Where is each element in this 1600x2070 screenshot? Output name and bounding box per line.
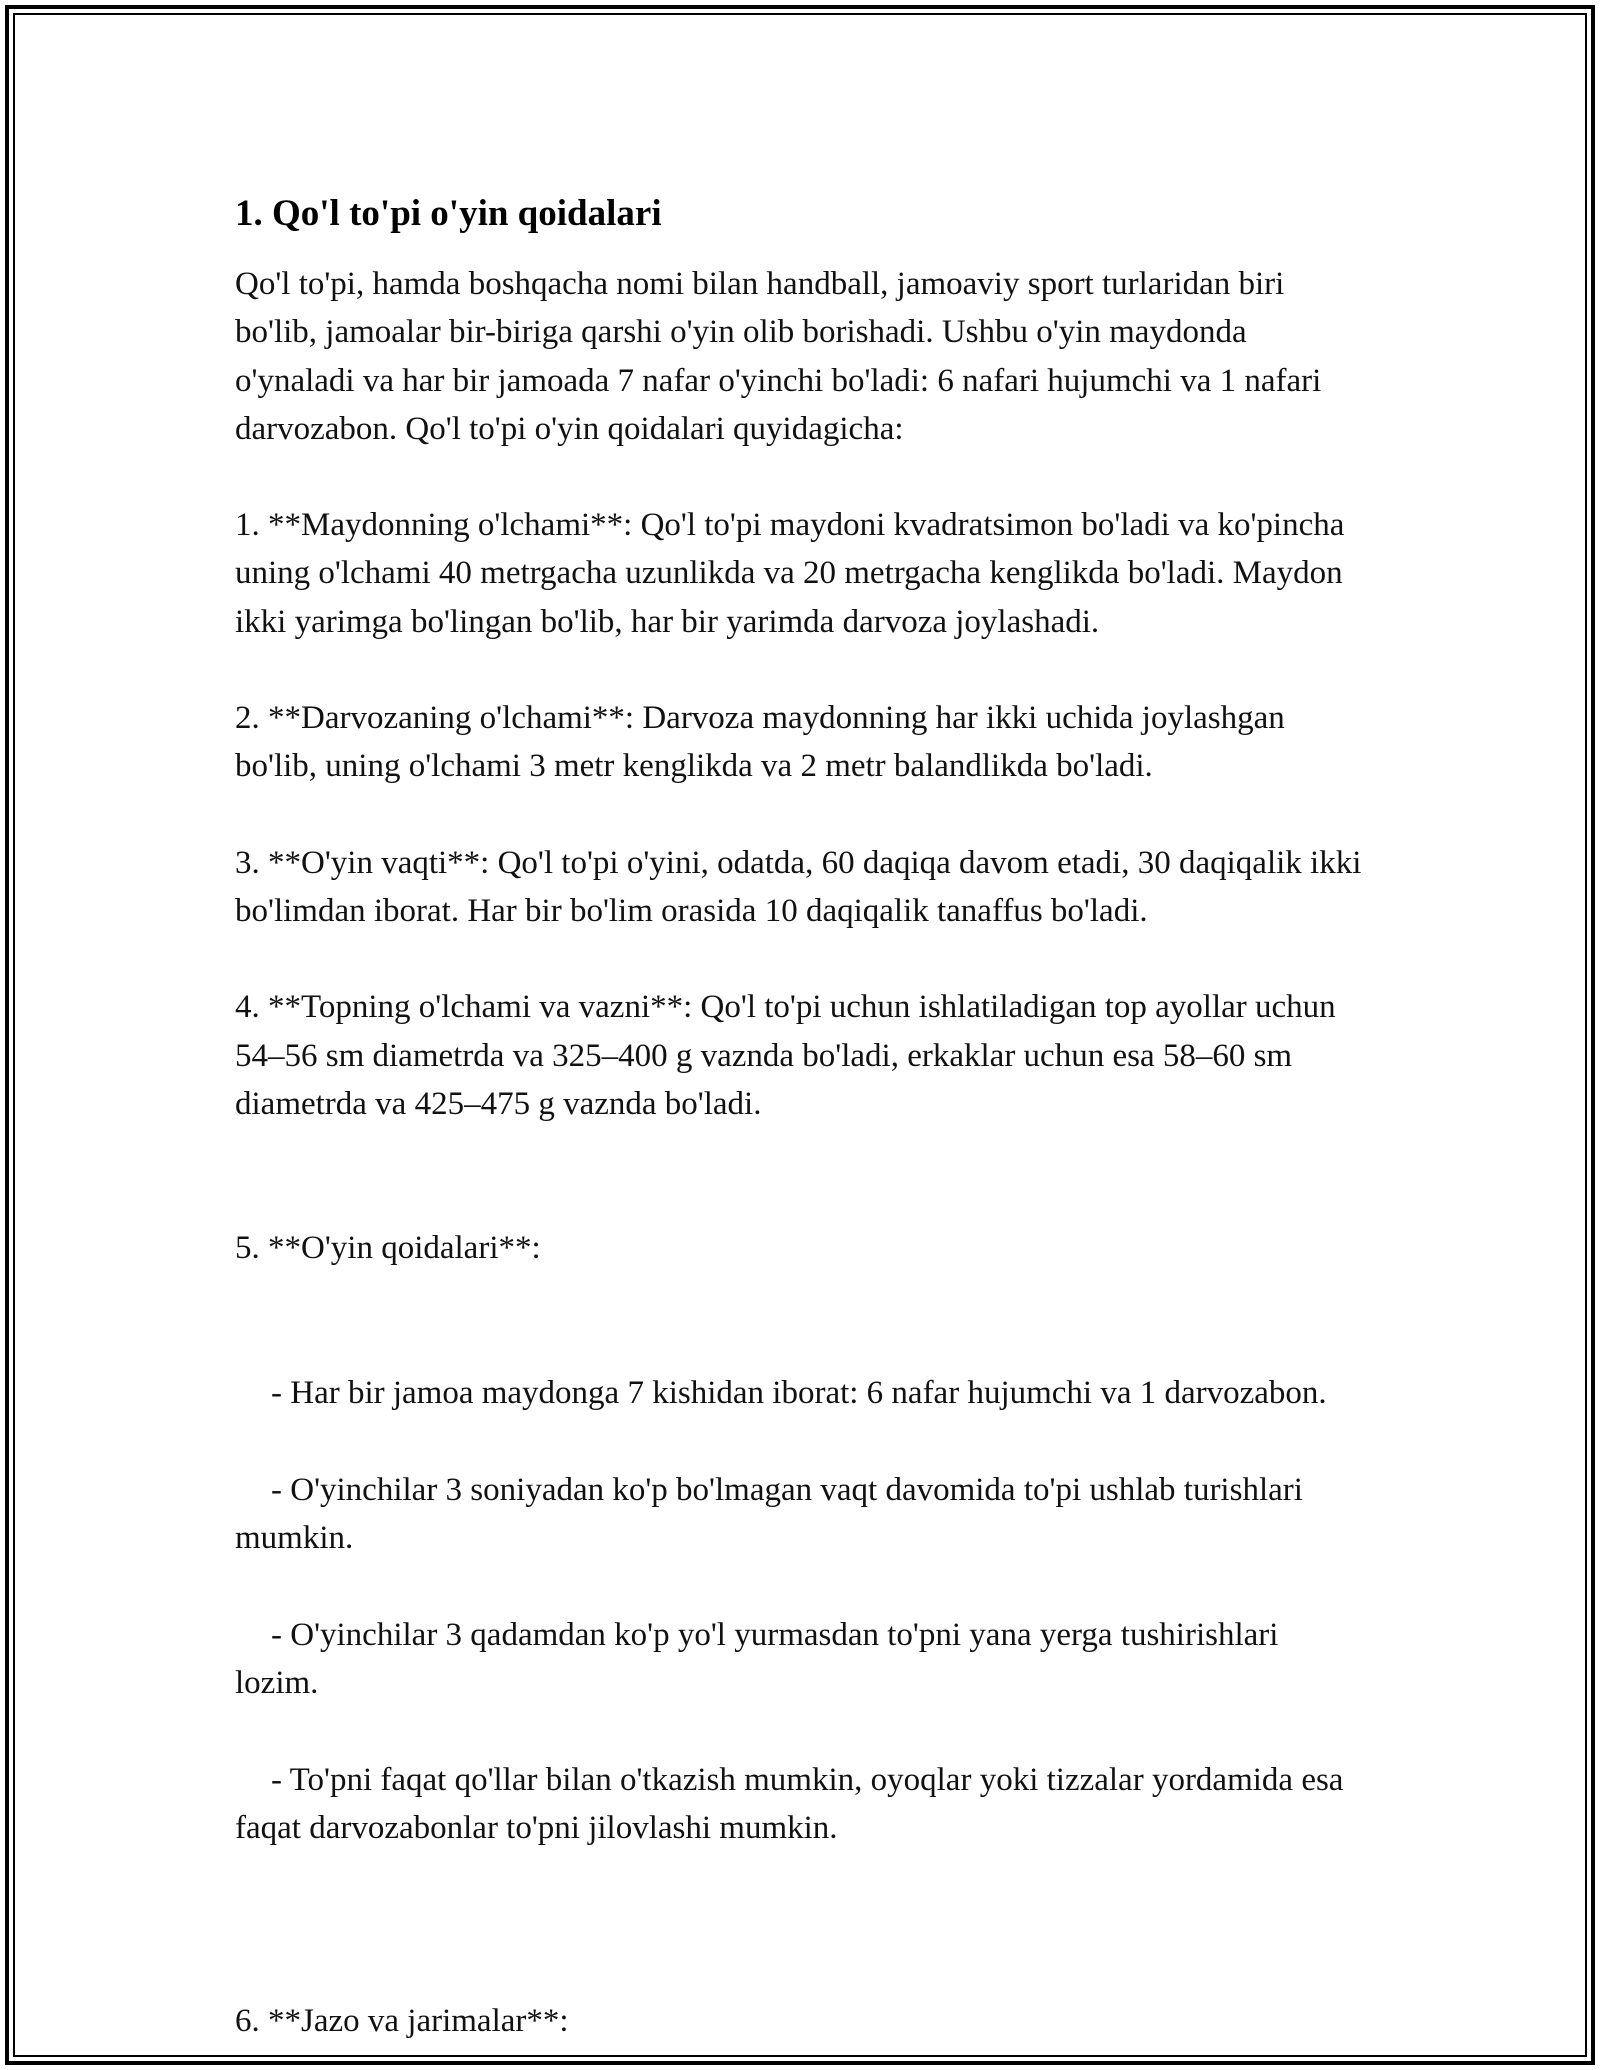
- section-game-time: 3. **O'yin vaqti**: Qo'l to'pi o'yini, odatda, 60 daqiqa davom etadi, 30 daqiqalik ikki bo'limdan iborat. Har bir bo'lim orasida 10 daqiqalik tanaffus bo'ladi.: [235, 844, 1362, 929]
- section-penalties: 6. **Jazo va jarimalar**:: [235, 2002, 569, 2039]
- section-goal-size: 2. **Darvozaning o'lchami**: Darvoza maydonning har ikki uchida joylashgan bo'lib, uning o'lchami 3 metr kenglikda va 2 metr balandlikda bo'ladi.: [235, 700, 1285, 785]
- section-game-rules: [235, 1176, 1365, 1949]
- intro-paragraph: Qo'l to'pi, hamda boshqacha nomi bilan handball, jamoaviy sport turlaridan biri bo'lib, jamoalar bir-biriga qarshi o'yin olib borishadi. Ushbu o'yin maydonda o'ynaladi va har bir jamoada 7 nafar o'yinchi bo'ladi: 6 nafari hujumchi va 1 nafari darvozabon. Qo'l to'pi o'yin qoidalari quyidagicha:: [235, 266, 1322, 447]
- list-item: - O'yinchilar 3 soniyadan ko'p bo'lmagan vaqt davomida to'pi ushlab turishlari mumkin.: [235, 1471, 1303, 1557]
- section-ball-size: 4. **Topning o'lchami va vazni**: Qo'l to'pi uchun ishlatiladigan top ayollar uchun 54–56 sm diametrda va 325–400 g vaznda bo'ladi, erkaklar uchun esa 58–60 sm diametrda va 425–475 g vaznda bo'ladi.: [235, 989, 1336, 1122]
- document-body: [235, 190, 1365, 2045]
- section-game-rules-heading: 5. **O'yin qoidalari**:: [235, 1230, 541, 1267]
- list-item: - Har bir jamoa maydonga 7 kishidan iborat: 6 nafar hujumchi va 1 darvozabon.: [271, 1375, 1327, 1412]
- game-rules-list: [235, 1321, 1365, 1901]
- list-item: - O'yinchilar 3 qadamdan ko'p yo'l yurmasdan to'pni yana yerga tushirishlari lozim.: [235, 1616, 1279, 1702]
- list-item: - To'pni faqat qo'llar bilan o'tkazish mumkin, oyoqlar yoki tizzalar yordamida esa faqat darvozabonlar to'pni jilovlashi mumkin.: [235, 1761, 1344, 1847]
- document-title: 1. Qo'l to'pi o'yin qoidalari: [235, 193, 662, 234]
- section-field-size: 1. **Maydonning o'lchami**: Qo'l to'pi maydoni kvadratsimon bo'ladi va ko'pincha uning o'lchami 40 metrgacha uzunlikda va 20 metrgacha kenglikda bo'ladi. Maydon ikki yarimga bo'lingan bo'lib, har bir yarimda darvoza joylashadi.: [235, 507, 1345, 640]
